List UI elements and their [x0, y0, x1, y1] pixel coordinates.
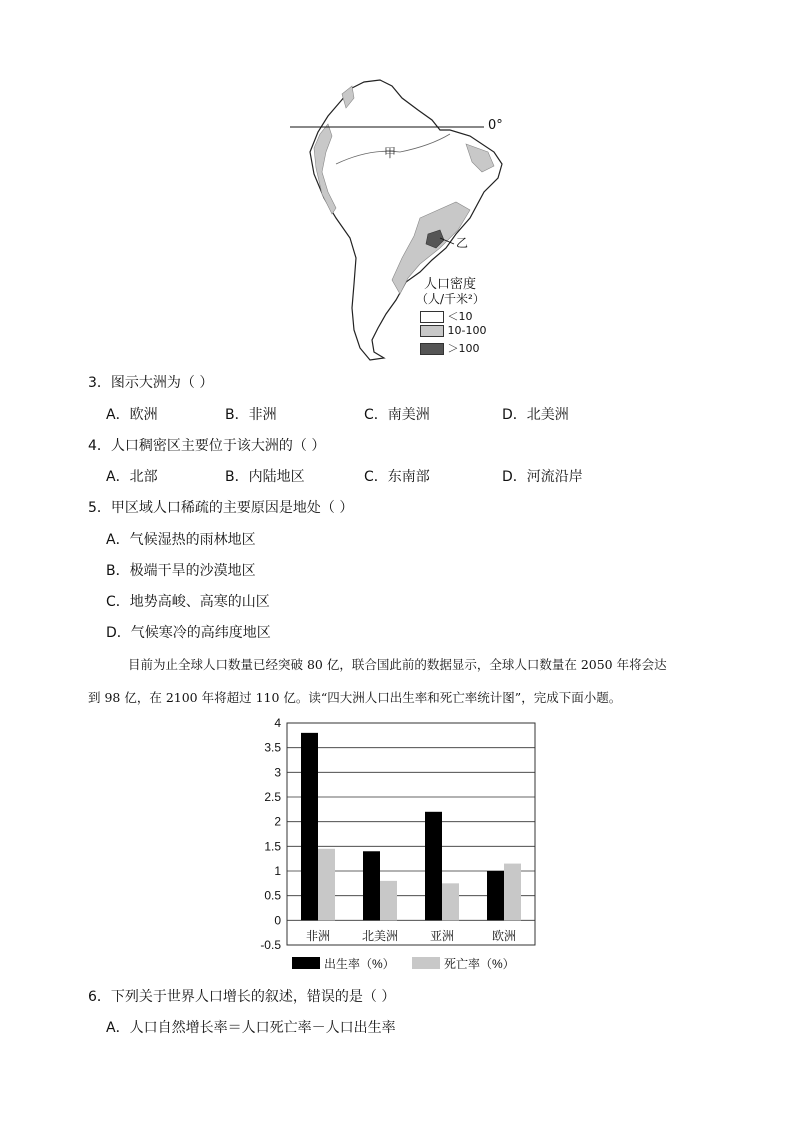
- bar-death-0: [318, 849, 335, 921]
- question-3-option-d[interactable]: D．北美洲: [502, 407, 569, 423]
- y-tick-label: 2.5: [264, 790, 281, 804]
- bar-death-1: [380, 881, 397, 920]
- y-tick-label: 2: [274, 814, 281, 829]
- legend-unit: （人/千米²）: [416, 292, 485, 306]
- x-category-label: 欧洲: [491, 929, 517, 943]
- bar-birth-3: [487, 871, 504, 920]
- x-category-label: 北美洲: [361, 929, 399, 943]
- question-3-option-c[interactable]: C．南美洲: [364, 407, 430, 423]
- y-tick-label: 0: [274, 913, 281, 928]
- legend-swatch-death: [412, 957, 440, 969]
- south-america-map: [280, 68, 520, 368]
- bar-death-2: [442, 883, 459, 920]
- legend-item-high: [420, 340, 480, 356]
- region-yi-label: 乙: [456, 236, 469, 250]
- question-5-option-d[interactable]: D．气候寒冷的高纬度地区: [106, 625, 271, 641]
- region-jia-label: 甲: [384, 146, 397, 160]
- y-tick-label: 4: [274, 716, 281, 730]
- question-3-option-a[interactable]: A．欧洲: [106, 407, 158, 423]
- legend-swatch-mid: [420, 325, 444, 337]
- legend-swatch-high: [420, 343, 444, 355]
- map-drawing: [280, 68, 520, 368]
- legend-item-low: [420, 308, 473, 324]
- question-6-option-a[interactable]: A．人口自然增长率＝人口死亡率－人口出生率: [106, 1020, 396, 1036]
- x-category-label: 非洲: [305, 929, 331, 943]
- question-4-option-b[interactable]: B．内陆地区: [225, 469, 305, 485]
- question-5-option-c[interactable]: C．地势高峻、高寒的山区: [106, 594, 270, 610]
- y-tick-label: 1: [274, 864, 281, 878]
- legend-label-death: 死亡率（%）: [444, 957, 515, 971]
- equator-label: 0°: [488, 118, 503, 133]
- legend-label-high: ＞100: [447, 342, 480, 355]
- question-6-stem: 6．下列关于世界人口增长的叙述，错误的是（ ）: [88, 989, 396, 1005]
- legend-label-low: ＜10: [447, 310, 473, 323]
- question-3-stem: 3．图示大洲为（ ）: [88, 375, 214, 391]
- bar-birth-1: [363, 851, 380, 920]
- legend-swatch-low: [420, 311, 444, 323]
- question-5-option-a[interactable]: A．气候湿热的雨林地区: [106, 532, 256, 548]
- birth-death-rate-chart: [250, 712, 540, 982]
- y-tick-label: -0.5: [260, 938, 281, 952]
- y-tick-label: 1.5: [264, 839, 281, 854]
- legend-label-mid: 10-100: [447, 324, 487, 337]
- question-4-stem: 4．人口稠密区主要位于该大洲的（ ）: [88, 438, 326, 454]
- y-tick-label: 0.5: [264, 888, 281, 903]
- passage-line-2: 到 98 亿，在 2100 年将超过 110 亿。读“四大洲人口出生率和死亡率统计图”，完成下面小题。: [88, 690, 622, 705]
- question-4-option-d[interactable]: D．河流沿岸: [502, 469, 583, 485]
- question-5-option-b[interactable]: B．极端干旱的沙漠地区: [106, 563, 256, 579]
- y-tick-label: 3: [274, 765, 281, 780]
- continent-outline: [310, 80, 502, 360]
- bar-birth-0: [301, 733, 318, 920]
- legend-title: 人口密度: [424, 277, 477, 292]
- question-4-option-c[interactable]: C．东南部: [364, 469, 430, 485]
- question-5-stem: 5．甲区域人口稀疏的主要原因是地处（ ）: [88, 500, 354, 516]
- legend-label-birth: 出生率（%）: [324, 957, 395, 971]
- y-tick-label: 3.5: [264, 740, 281, 755]
- legend-swatch-birth: [292, 957, 320, 969]
- x-category-label: 亚洲: [429, 929, 455, 943]
- question-4-option-a[interactable]: A．北部: [106, 469, 158, 485]
- legend-item-mid: [420, 324, 486, 337]
- bar-death-3: [504, 864, 521, 921]
- passage-line-1: 目前为止全球人口数量已经突破 80 亿，联合国此前的数据显示，全球人口数量在 2050 年将会达: [128, 657, 667, 672]
- question-3-option-b[interactable]: B．非洲: [225, 407, 277, 423]
- bar-birth-2: [425, 812, 442, 921]
